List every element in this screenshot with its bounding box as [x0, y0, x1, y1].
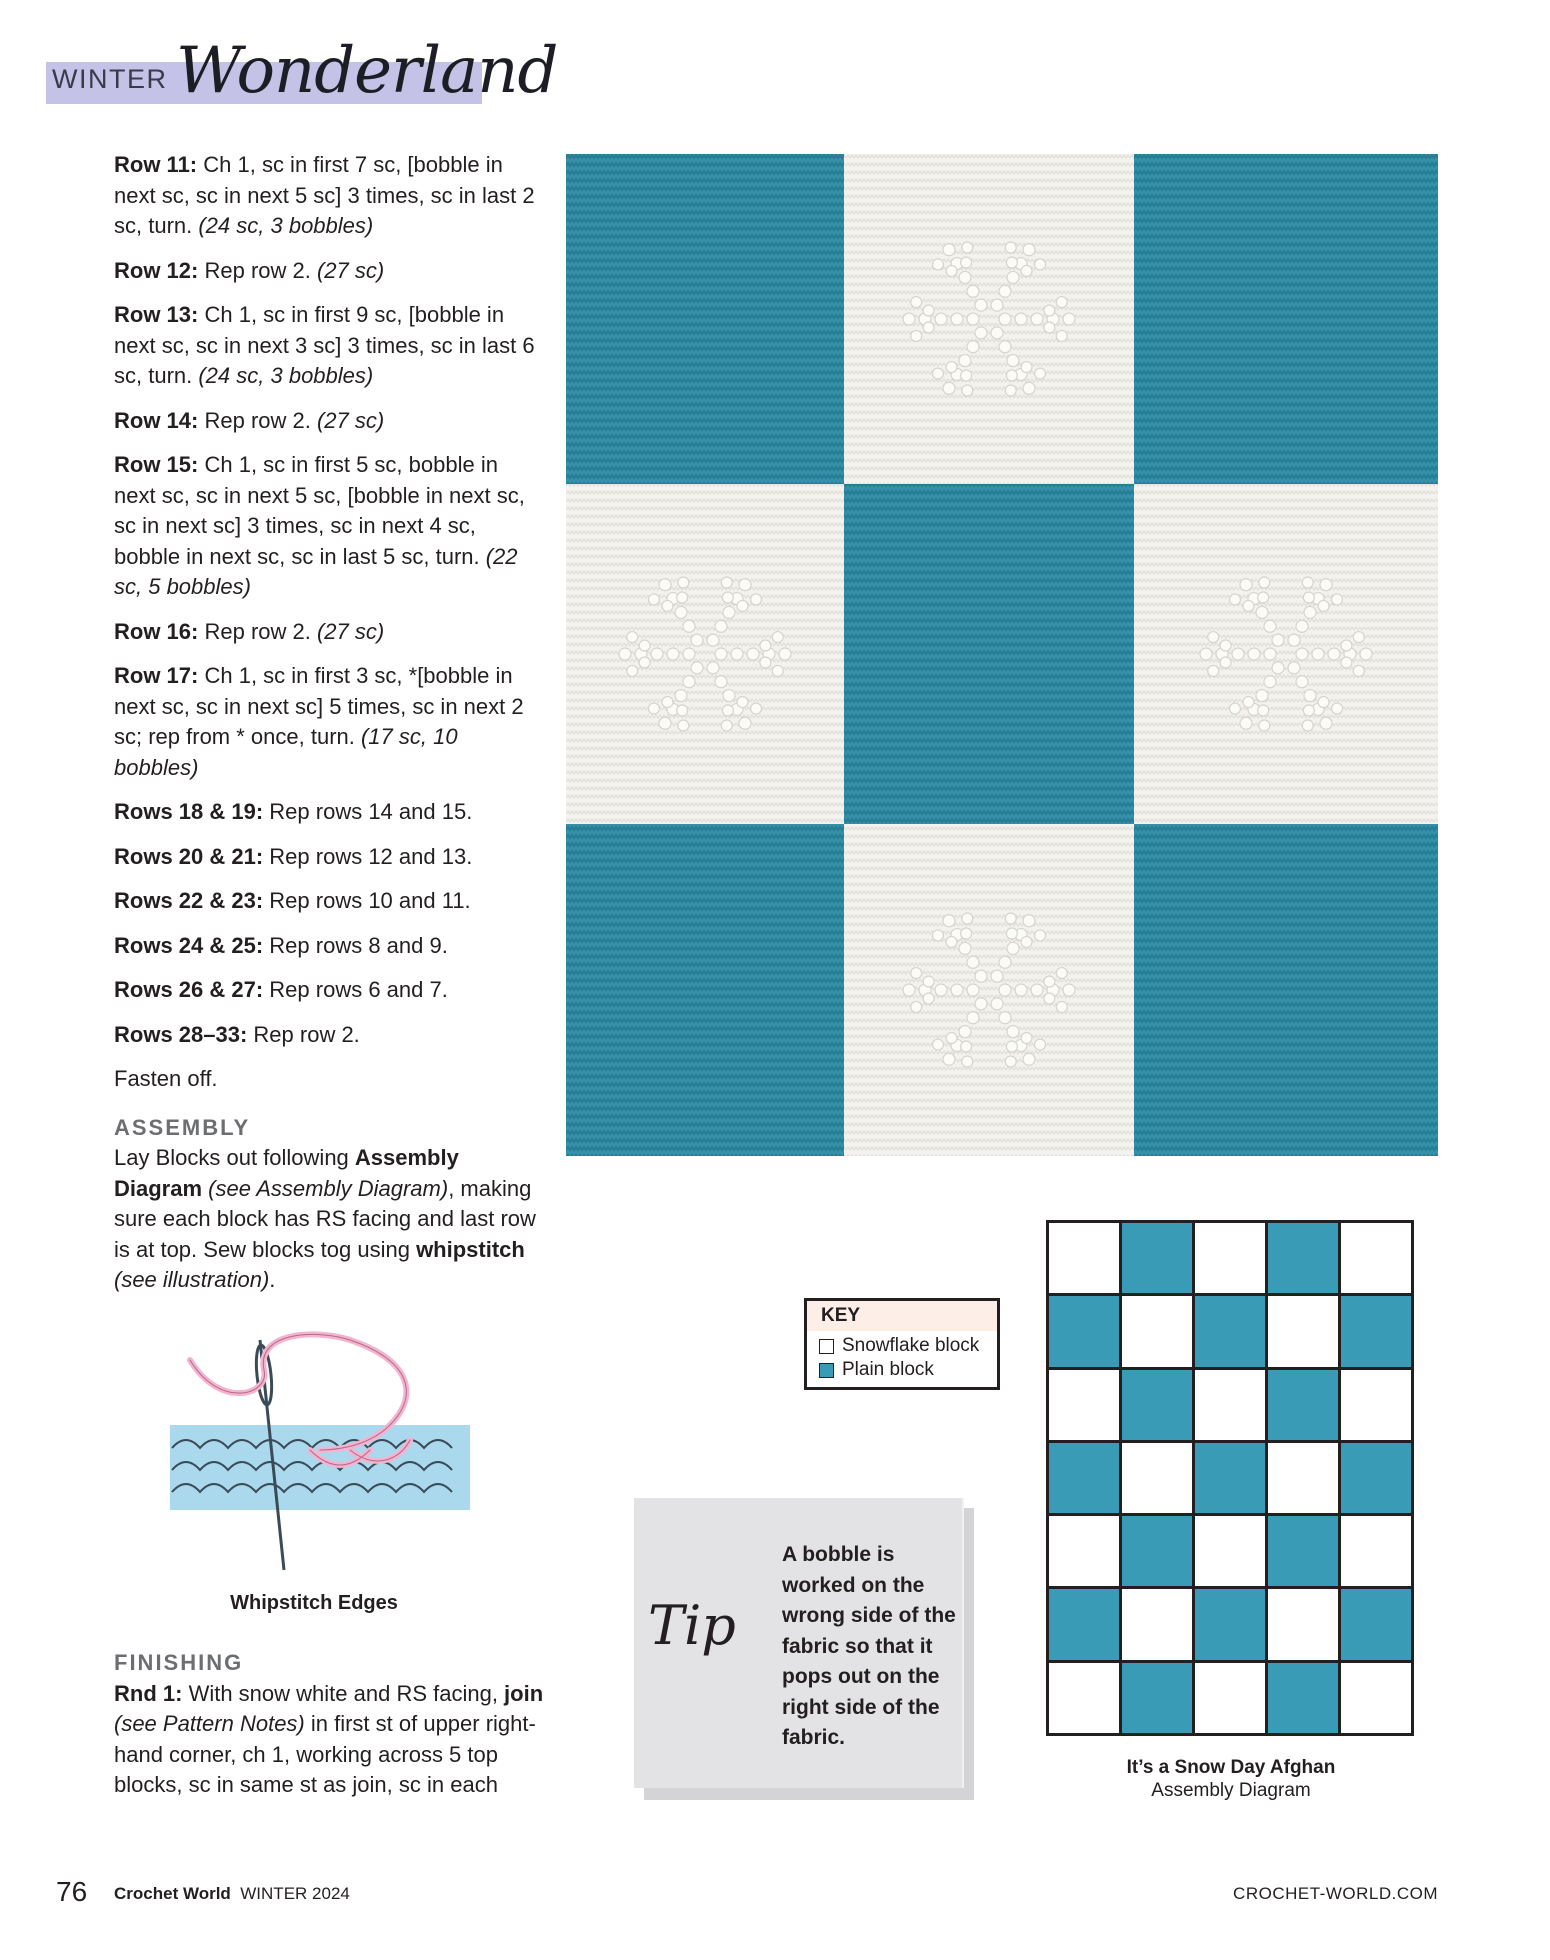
snowflake-block-cell: [1049, 1223, 1119, 1293]
snowflake-block-cell: [1049, 1516, 1119, 1586]
fasten-off: Fasten off.: [114, 1066, 218, 1091]
snowflake-swatch: [819, 1339, 834, 1354]
assembly-text: [114, 1143, 544, 1296]
finishing-section: [114, 1648, 544, 1801]
finishing-rnd-label: Rnd 1:: [114, 1680, 183, 1706]
diagram-key: [804, 1298, 1000, 1390]
whipstitch-caption: Whipstitch Edges: [230, 1592, 398, 1614]
diagram-subtitle: Assembly Diagram: [1151, 1780, 1311, 1801]
afghan-photo: [566, 154, 1438, 1156]
join-ref: join: [504, 1680, 544, 1706]
row-instruction: [114, 406, 544, 437]
plain-block-cell: [1049, 1443, 1119, 1513]
website: CROCHET-WORLD.COM: [1233, 1884, 1438, 1903]
row-instruction: [114, 617, 544, 648]
row-instruction: [114, 256, 544, 287]
whipstitch-illustration: [160, 1300, 490, 1580]
row-label: Rows 24 & 25:: [114, 932, 264, 958]
page-number: 76: [56, 1876, 88, 1907]
snowflake-block-cell: [1341, 1223, 1411, 1293]
snowflake-block-cell: [1341, 1370, 1411, 1440]
row-text: Rep row 2.: [198, 257, 317, 283]
snowflake-block-cell: [1122, 1296, 1192, 1366]
row-count: (24 sc, 3 bobbles): [198, 363, 374, 388]
key-row-plain: [819, 1359, 934, 1381]
row-label: Row 15:: [114, 452, 199, 477]
row-text: Rep rows 12 and 13.: [263, 843, 473, 869]
whipstitch-ref: whipstitch: [416, 1236, 525, 1262]
pattern-notes-ref: (see Pattern Notes): [114, 1711, 305, 1736]
row-label: Row 16:: [114, 618, 199, 644]
afghan-photo-image: [566, 154, 1438, 1156]
tip-text: A bobble is worked on the wrong side of the fabric so that it pops out on the right side of the fabric.: [782, 1543, 956, 1749]
row-text: Rep row 2.: [198, 618, 317, 644]
photo-plain-block: [1134, 824, 1438, 1156]
row-count: (27 sc): [316, 257, 385, 283]
row-label: Rows 18 & 19:: [114, 799, 264, 824]
row-instruction: [114, 886, 544, 917]
snowflake-block-cell: [1049, 1663, 1119, 1733]
plain-block-cell: [1268, 1663, 1338, 1733]
whipstitch-drawing: [160, 1300, 490, 1580]
snowflake-block-cell: [1195, 1223, 1265, 1293]
finishing-heading: FINISHING: [114, 1650, 244, 1675]
row-text: Rep rows 14 and 15.: [263, 799, 473, 824]
row-label: Rows 20 & 21:: [114, 843, 264, 869]
row-count: (27 sc): [316, 618, 385, 644]
snowflake-block-cell: [1268, 1296, 1338, 1366]
row-instructions: [114, 150, 544, 1050]
plain-block-cell: [1122, 1663, 1192, 1733]
key-row-snowflake: [819, 1335, 979, 1357]
row-count: (27 sc): [316, 407, 385, 433]
row-text: Ch 1, sc in first 9 sc, [bobble in next sc, sc in next 3 sc] 3 times, sc in last 6 sc, turn.: [114, 302, 535, 388]
plain-block-cell: [1049, 1589, 1119, 1659]
assembly-text-2: , making sure each block has RS facing and last row is at top. Sew blocks tog using: [114, 1175, 536, 1262]
row-instruction: [114, 1020, 544, 1051]
row-label: Rows 22 & 23:: [114, 888, 264, 913]
plain-block-cell: [1268, 1223, 1338, 1293]
plain-block-cell: [1268, 1370, 1338, 1440]
row-count: (17 sc, 10 bobbles): [114, 724, 458, 780]
assembly-see-ref: (see Assembly Diagram): [202, 1175, 449, 1201]
key-title: KEY: [821, 1305, 861, 1326]
plain-block-cell: [1195, 1296, 1265, 1366]
row-label: Row 17:: [114, 663, 199, 688]
issue: WINTER 2024: [240, 1884, 350, 1903]
photo-snowflake-block: [844, 154, 1134, 484]
snowflake-block-cell: [1122, 1443, 1192, 1513]
row-label: Row 14:: [114, 407, 199, 433]
assembly-diagram-ref: Assembly Diagram: [114, 1145, 459, 1201]
row-text: Rep row 2.: [198, 407, 317, 433]
row-text: Rep rows 10 and 11.: [263, 888, 471, 913]
snowflake-block-cell: [1122, 1589, 1192, 1659]
photo-snowflake-block: [566, 484, 844, 824]
finishing-text-2: in first st of upper right-hand corner, ch 1, working across 5 top blocks, sc in same st as join, sc in each: [114, 1711, 536, 1797]
plain-block-cell: [1341, 1589, 1411, 1659]
row-label: Row 12:: [114, 257, 199, 283]
assembly-diagram-grid: [1046, 1220, 1414, 1736]
snowflake-block-cell: [1268, 1443, 1338, 1513]
row-instruction: [114, 797, 544, 828]
plain-block-cell: [1122, 1370, 1192, 1440]
row-count: (22 sc, 5 bobbles): [114, 543, 518, 599]
diagram-caption: [1056, 1756, 1406, 1802]
row-label: Rows 28–33:: [114, 1021, 248, 1047]
finishing-text-1: With snow white and RS facing,: [182, 1680, 505, 1706]
snowflake-block-cell: [1341, 1516, 1411, 1586]
row-instruction: [114, 661, 544, 783]
plain-block-cell: [1268, 1516, 1338, 1586]
illustration-ref: (see illustration): [114, 1267, 270, 1292]
finishing-text: [114, 1679, 544, 1801]
plain-block-cell: [1049, 1296, 1119, 1366]
snowflake-block-cell: [1195, 1663, 1265, 1733]
row-text: Ch 1, sc in first 7 sc, [bobble in next sc, sc in next 5 sc] 3 times, sc in last 2 sc, turn.: [114, 152, 535, 238]
header-series: WINTER: [52, 64, 168, 94]
plain-block-cell: [1122, 1223, 1192, 1293]
key-plain-label: Plain block: [842, 1359, 934, 1380]
plain-block-cell: [1341, 1296, 1411, 1366]
assembly-heading: ASSEMBLY: [114, 1114, 251, 1140]
assembly-text-1: Lay Blocks out following: [114, 1145, 355, 1170]
row-instruction: [114, 842, 544, 873]
snowflake-block-cell: [1049, 1370, 1119, 1440]
magazine-name: Crochet World: [114, 1884, 231, 1903]
row-text: Ch 1, sc in first 3 sc, *[bobble in next sc, sc in next sc] 5 times, sc in next 2 sc; rep from * once, turn.: [114, 663, 524, 749]
row-instruction: [114, 150, 544, 242]
photo-plain-block: [566, 824, 844, 1156]
row-label: Row 11:: [114, 152, 198, 177]
row-instruction: [114, 975, 544, 1006]
tip-label: Tip: [648, 1594, 736, 1657]
diagram-title: It’s a Snow Day Afghan: [1126, 1757, 1336, 1778]
assembly-text-3: .: [269, 1267, 276, 1292]
snowflake-block-cell: [1195, 1516, 1265, 1586]
plain-block-cell: [1341, 1443, 1411, 1513]
photo-snowflake-block: [1134, 484, 1438, 824]
plain-swatch: [819, 1363, 834, 1378]
photo-plain-block: [1134, 154, 1438, 484]
snowflake-block-cell: [1341, 1663, 1411, 1733]
row-text: Rep rows 8 and 9.: [263, 932, 448, 958]
plain-block-cell: [1195, 1589, 1265, 1659]
row-label: Rows 26 & 27:: [114, 977, 264, 1002]
pattern-text-column: [114, 150, 544, 1310]
snowflake-block-cell: [1195, 1370, 1265, 1440]
row-text: Rep row 2.: [247, 1021, 360, 1047]
photo-plain-block: [566, 154, 844, 484]
row-text: Ch 1, sc in first 5 sc, bobble in next sc, sc in next 5 sc, [bobble in next sc, sc in next sc] 3 times, sc in next 4 sc, bobble in next sc, sc in last 5 sc, turn.: [114, 452, 525, 569]
magazine-info: [114, 1884, 350, 1904]
row-count: (24 sc, 3 bobbles): [198, 213, 374, 238]
row-instruction: [114, 450, 544, 603]
key-snowflake-label: Snowflake block: [842, 1335, 980, 1356]
plain-block-cell: [1122, 1516, 1192, 1586]
photo-snowflake-block: [844, 824, 1134, 1156]
row-text: Rep rows 6 and 7.: [263, 977, 448, 1002]
plain-block-cell: [1195, 1443, 1265, 1513]
header-title: Wonderland: [176, 34, 558, 108]
row-instruction: [114, 931, 544, 962]
snowflake-block-cell: [1268, 1589, 1338, 1659]
row-instruction: [114, 300, 544, 392]
row-label: Row 13:: [114, 302, 199, 327]
photo-plain-block: [844, 484, 1134, 824]
